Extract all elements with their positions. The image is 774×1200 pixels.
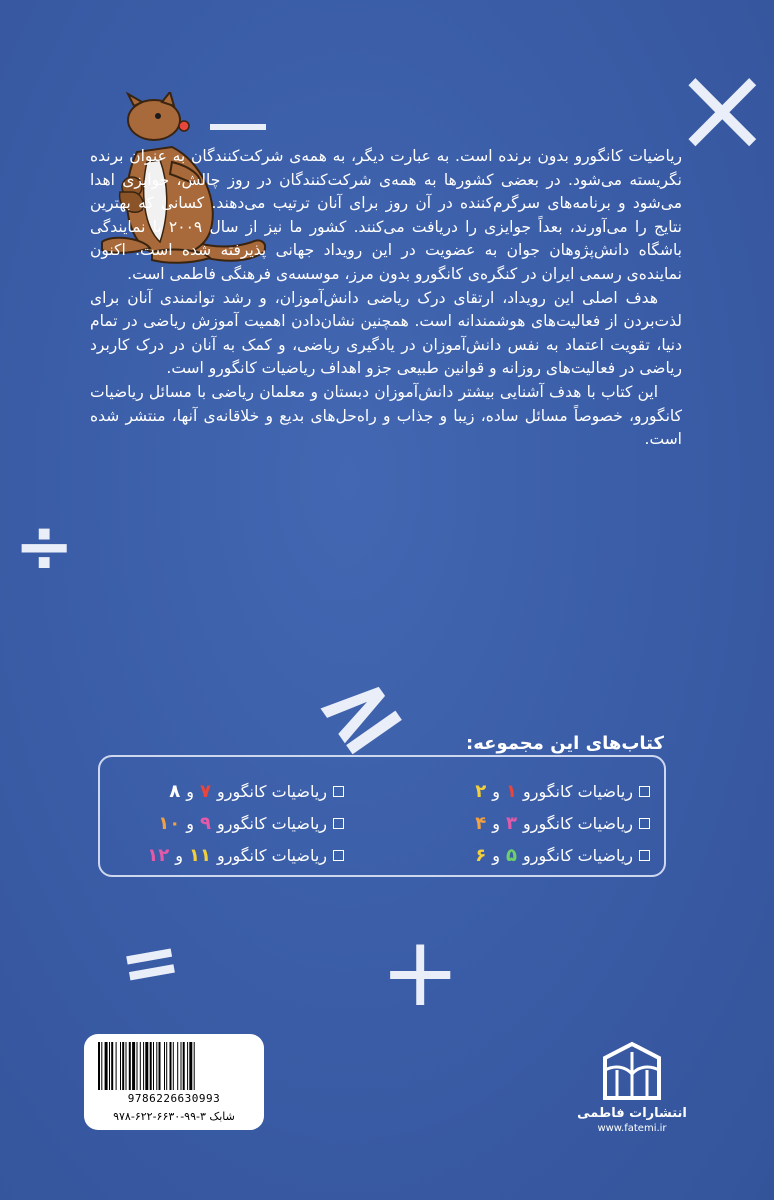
series-item	[475, 839, 650, 871]
series-title: کتاب‌های این مجموعه:	[466, 733, 664, 754]
checkbox-icon	[639, 850, 650, 861]
volume-number: ۳	[506, 812, 517, 834]
checkbox-icon	[639, 818, 650, 829]
series-item	[475, 807, 650, 839]
and-word: و	[175, 845, 184, 865]
volume-number: ۵	[506, 844, 517, 866]
barcode	[98, 1042, 250, 1090]
equals-symbol: =	[113, 915, 188, 1009]
divide-symbol: ÷	[14, 504, 75, 588]
and-word: و	[492, 813, 500, 833]
publisher-block	[577, 1040, 687, 1134]
barcode-digits: 9786226630993	[127, 1092, 221, 1105]
volume-number: ۱۲	[147, 844, 170, 866]
checkbox-icon	[333, 786, 344, 797]
checkbox-icon	[639, 786, 650, 797]
series-box	[98, 755, 666, 877]
volume-number: ۸	[169, 780, 181, 802]
publisher-name: انتشارات فاطمی	[577, 1106, 687, 1121]
volume-number: ۹	[200, 812, 211, 834]
publisher-logo-icon	[597, 1040, 667, 1104]
description-text	[90, 145, 682, 452]
series-column-left	[147, 775, 344, 871]
publisher-url: www.fatemi.ir	[597, 1123, 667, 1134]
and-word: و	[186, 813, 194, 833]
series-item	[147, 839, 344, 871]
volume-number: ۷	[200, 780, 211, 802]
series-item-label: ریاضیات کانگورو	[217, 813, 327, 833]
checkbox-icon	[333, 850, 344, 861]
volume-number: ۶	[475, 844, 487, 866]
series-item	[147, 807, 344, 839]
series-item-label: ریاضیات کانگورو	[217, 781, 327, 801]
times-symbol: ×	[672, 40, 773, 179]
and-word: و	[492, 845, 500, 865]
series-item-label: ریاضیات کانگورو	[217, 845, 327, 865]
plus-symbol: +	[380, 916, 461, 1028]
series-item	[147, 775, 344, 807]
volume-number: ۱۱	[189, 844, 211, 866]
volume-number: ۱	[506, 780, 517, 802]
and-word: و	[492, 781, 500, 801]
volume-number: ۲	[475, 780, 487, 802]
series-item-label: ریاضیات کانگورو	[523, 781, 633, 801]
checkbox-icon	[333, 818, 344, 829]
paragraph-3: این کتاب با هدف آشنایی بیشتر دانش‌آموزان دبستان و معلمان ریاضی با مسائل ریاضیات کانگورو، خصوصاً مسائل ساده، زیبا و جذاب و راه‌حل‌های بدیع و خلاقانه‌ی آنها، منتشر شده است.	[90, 382, 682, 449]
and-word: و	[186, 781, 194, 801]
volume-number: ۴	[475, 812, 487, 834]
paragraph-2: هدف اصلی این رویداد، ارتقای درک ریاضی دانش‌آموزان، و رشد توانمندی آنان برای لذت‌بردن از فعالیت‌های هوشمندانه است. همچنین نشان‌دادن اهمیت آموزش ریاضی در تمام دنیا، تقویت اعتماد به نفس دانش‌آموزان در یادگیری ریاضی، و کمک به آنان در درک کاربرد ریاضی در فعالیت‌های روزانه و قوانین طبیعی جزو اهداف ریاضیات کانگورو است.	[90, 288, 682, 378]
greater-equal-symbol: ≥	[293, 641, 424, 779]
barcode-box	[84, 1034, 264, 1130]
series-item-label: ریاضیات کانگورو	[523, 813, 633, 833]
paragraph-1: ریاضیات کانگورو بدون برنده است. به عبارت دیگر، به همه‌ی شرکت‌کنندگان به عنوان برنده نگریسته می‌شود. در بعضی کشورها به همه‌ی شرکت‌کنندگان در روز چالش، جوایزی اهدا می‌شود و برنامه‌های سرگرم‌کننده در آن روز برای آنان ترتیب می‌دهند. کسانی که بهترین نتایج را می‌آورند، بعداً جوایزی را دریافت می‌کنند. کشور ما نیز از سال ۲۰۰۹ با نمایندگی باشگاه دانش‌پژوهان جوان به عضویت در این رویداد جهانی پذیرفته شده است. اکنون نماینده‌ی رسمی ایران در کنگره‌ی کانگورو بدون مرز، موسسه‌ی فرهنگی فاطمی است.	[90, 147, 682, 283]
isbn-text: شابک ۳-۹۹-۶۶۳۰-۶۲۲-۹۷۸	[113, 1110, 235, 1123]
volume-number: ۱۰	[158, 812, 181, 834]
series-item	[475, 775, 650, 807]
series-column-right	[475, 775, 650, 871]
series-item-label: ریاضیات کانگورو	[523, 845, 633, 865]
